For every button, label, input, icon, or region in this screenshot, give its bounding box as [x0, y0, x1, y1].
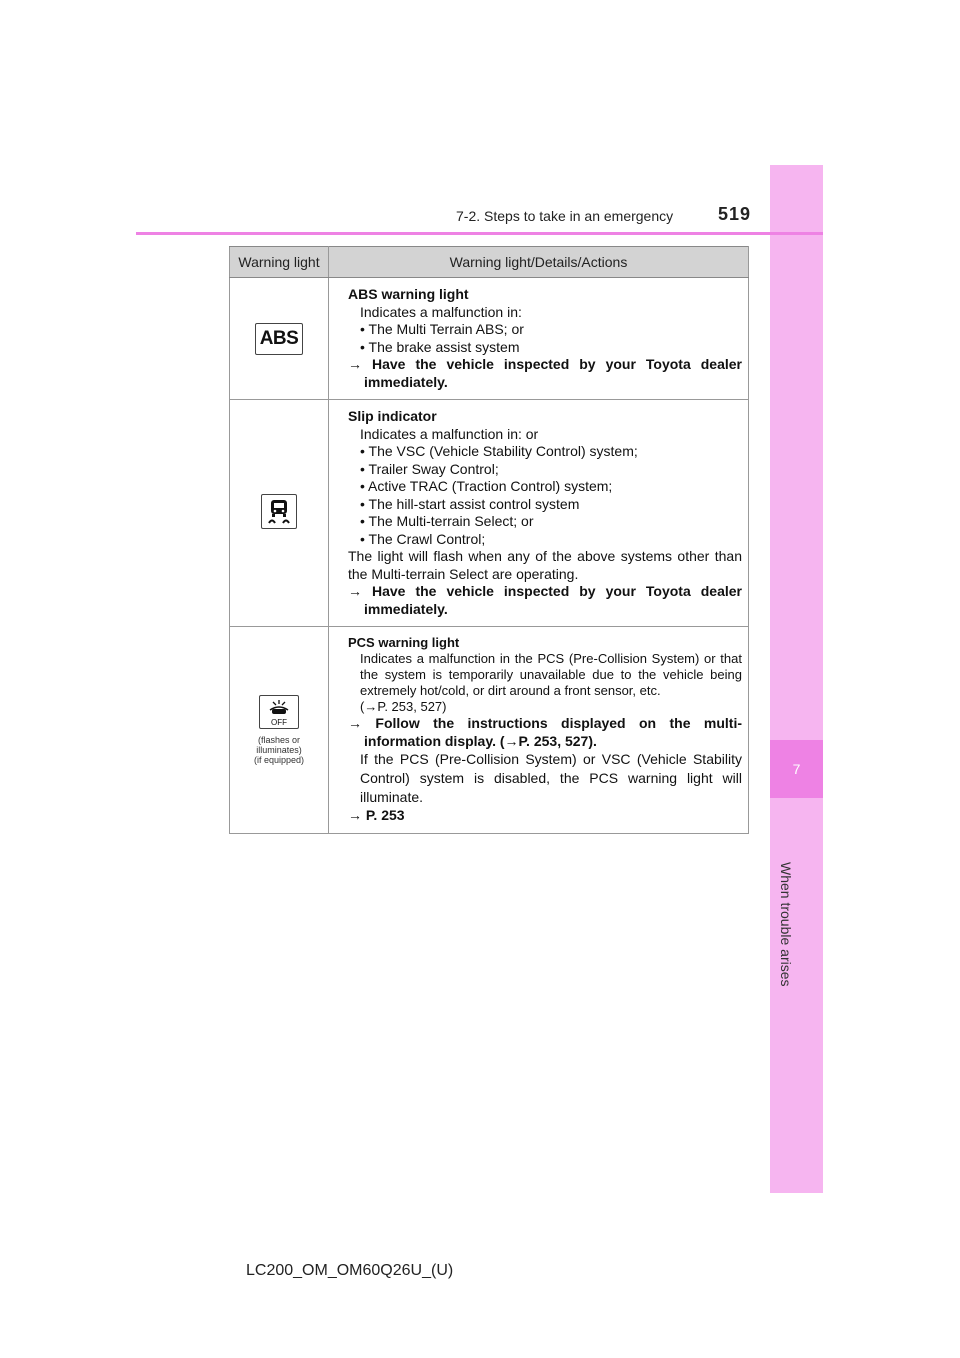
abs-warning-icon: ABS	[255, 323, 303, 355]
page-number: 519	[718, 204, 752, 224]
row-ref: (→P. 253, 527)	[360, 699, 447, 714]
bullet-item: • The VSC (Vehicle Stability Control) system;	[360, 443, 638, 459]
section-title: 7-2. Steps to take in an emergency	[456, 208, 674, 224]
details-cell	[329, 400, 749, 627]
bullet-item: • Trailer Sway Control;	[360, 460, 499, 477]
bullet-item: • Active TRAC (Traction Control) system;	[360, 478, 613, 494]
row-note: The light will flash when any of the above systems other than the Multi-terrain Select are operating.	[348, 548, 742, 582]
table-row	[230, 627, 749, 834]
row-intro: Indicates a malfunction in: or	[360, 425, 539, 442]
pcs-icon-text: OFF	[271, 717, 287, 727]
row-final-ref: → P. 253	[348, 807, 405, 823]
row-action: → Have the vehicle inspected by your Toyota dealer immediately.	[348, 356, 742, 390]
icon-note: illuminates)	[256, 744, 302, 755]
row-title: ABS warning light	[348, 286, 469, 302]
chapter-title: When trouble arises	[778, 862, 794, 987]
row-intro: Indicates a malfunction in:	[360, 303, 522, 320]
bullet-item: • The Multi-terrain Select; or	[360, 513, 534, 529]
bullet-item: • The Multi Terrain ABS; or	[360, 321, 524, 337]
column-header: Warning light	[230, 247, 329, 278]
table-row	[230, 400, 749, 627]
bullet-item: • The brake assist system	[360, 338, 520, 355]
row-intro: Indicates a malfunction in the PCS (Pre-Collision System) or that the system is temporarily unavailable due to the vehicle being extremely hot/cold, or dirt around a front sensor, etc.	[360, 651, 742, 698]
row-title: PCS warning light	[348, 635, 460, 650]
icon-cell	[230, 278, 329, 400]
warning-light-table	[229, 246, 749, 834]
pcs-warning-icon	[259, 695, 299, 729]
icon-note: (if equipped)	[253, 754, 305, 765]
table-header-row	[230, 247, 749, 278]
arrow-icon: →	[348, 356, 362, 372]
icon-cell	[230, 400, 329, 627]
details-cell	[329, 278, 749, 400]
chapter-number: 7	[770, 740, 823, 798]
footer-code: LC200_OM_OM60Q26U_(U)	[246, 1262, 454, 1279]
table-row	[230, 278, 749, 400]
row-note: If the PCS (Pre-Collision System) or VSC (Vehicle Stability Control) system is disabled, the PCS warning light will illuminate.	[360, 751, 742, 805]
row-title: Slip indicator	[348, 408, 437, 424]
slip-indicator-icon	[261, 494, 297, 529]
arrow-icon: →	[348, 715, 362, 731]
row-action: → Follow the instructions displayed on the multi-information display. (→P. 253, 527).	[348, 715, 742, 749]
row-action: → Have the vehicle inspected by your Toyota dealer immediately.	[348, 583, 742, 617]
arrow-icon: →	[348, 583, 362, 599]
column-header: Warning light/Details/Actions	[329, 247, 749, 278]
details-cell	[329, 627, 749, 834]
bullet-item: • The hill-start assist control system	[360, 495, 580, 512]
bullet-item: • The Crawl Control;	[360, 530, 486, 547]
side-chapter-tab	[770, 165, 823, 1193]
icon-cell	[230, 627, 329, 834]
icon-note: (flashes or	[257, 734, 301, 745]
header-rule	[136, 232, 823, 235]
